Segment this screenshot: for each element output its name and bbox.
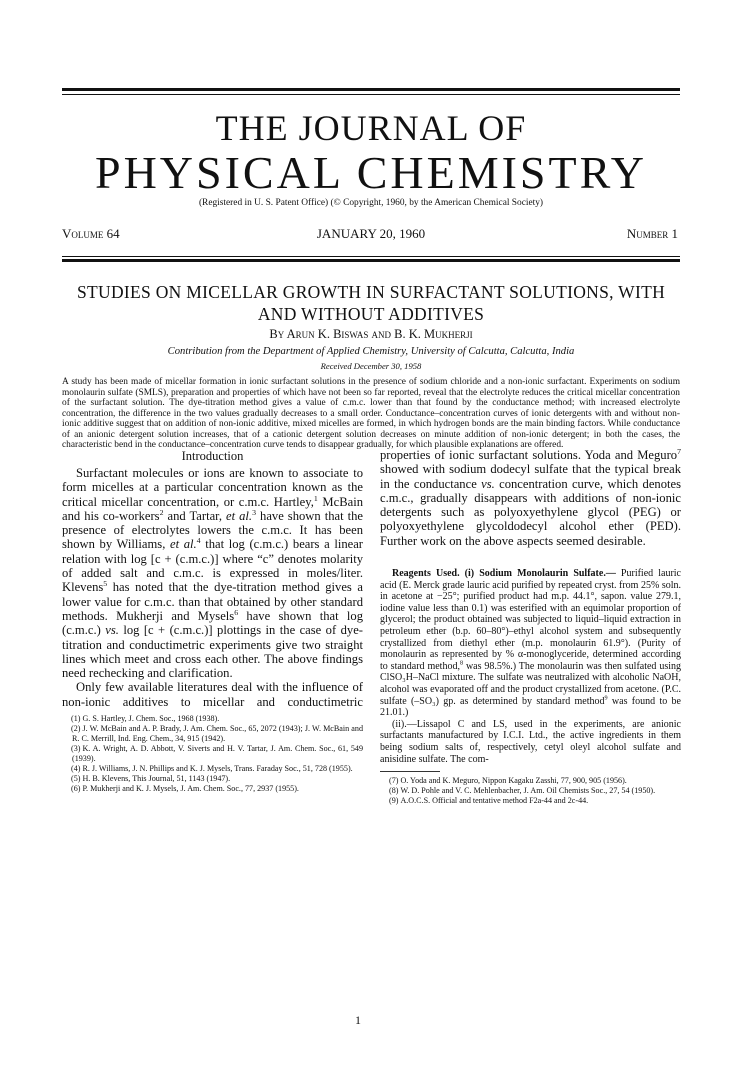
intro-text: Only few available literatures deal with the influence of non-ionic additives to micellar and conductimetric [62, 680, 363, 709]
footnote-divider [380, 771, 440, 772]
intro-italic: et al. [169, 537, 197, 552]
footnote-3 [62, 744, 363, 764]
intro-text: have shown that log (c.m.c.) [62, 608, 363, 638]
left-column [62, 448, 363, 794]
footnote-number: (3) [71, 744, 81, 754]
footnote-number: (9) [389, 796, 399, 806]
journal-title-line2: PHYSICAL CHEMISTRY [95, 147, 647, 198]
intro-text: concentration curve, which denotes c.m.c., gradually disappears with additions of non-ionic detergents such as polyoxyethylene glycol (PEG) or polyoxyethylene glycoldodecyl alcohol ether (PED). Further work on the above aspects seemed desirable. [380, 476, 681, 548]
footnote-number: (2) [71, 724, 81, 734]
footnote-7 [380, 776, 681, 786]
volume-label: Volume 64 [62, 226, 120, 241]
issue-number: Number 1 [626, 226, 678, 241]
ref-9: 9 [604, 694, 608, 702]
ref-5: 5 [103, 579, 108, 589]
ref-4: 4 [196, 536, 201, 546]
footnote-text: P. Mukherji and K. J. Mysels, J. Am. Chem. Soc., 77, 2937 (1955). [82, 784, 299, 794]
footnote-text: A.O.C.S. Official and tentative method F2a-44 and 2c-44. [400, 796, 589, 806]
article-title-line2: AND WITHOUT ADDITIVES [257, 304, 485, 324]
intro-text: Surfactant molecules or ions are known to associate to form micelles at a particular concentration known as the critical micellar concentration, or c.m.c. Hartley, [62, 466, 363, 509]
journal-title-line1: THE JOURNAL OF [215, 108, 527, 148]
intro-text: has noted that the dye-titration method gives a lower value for c.m.c. than that obtained by other standard methods. Mukherji and Mysels [62, 580, 363, 623]
intro-text: McBain and his co-workers [62, 494, 363, 523]
affiliation: Contribution from the Department of Applied Chemistry, University of Calcutta, Calcutta, India [167, 346, 575, 357]
masthead-rule-thin [62, 256, 680, 257]
footnote-4 [62, 764, 363, 774]
ref-8: 8 [459, 659, 464, 667]
article-title-line1: STUDIES ON MICELLAR GROWTH IN SURFACTANT SOLUTIONS, WITH [76, 282, 666, 302]
reagents-paragraph-1 [380, 568, 681, 719]
footnote-text: O. Yoda and K. Meguro, Nippon Kagaku Zasshi, 77, 900, 905 (1956). [400, 776, 627, 786]
footnote-text: J. W. McBain and A. P. Brady, J. Am. Chem. Soc., 65, 2072 (1943); J. W. McBain and R. C. Merrill, Ind. Eng. Chem., 34, 915 (1942). [72, 724, 363, 744]
intro-text: and Tartar, [163, 508, 227, 523]
footnotes-right [380, 776, 681, 806]
masthead-rule-thick [62, 259, 680, 262]
reagents-text: (ii).—Lissapol C and LS, used in the experiments, are anionic surfactants manufactured by I.C.I. Ltd., the active ingredients in them being sodium salts of, respectively, cetyl oleyl alcohol sulfate and anisidine sulfate. The com- [380, 718, 681, 765]
ref-6: 6 [234, 607, 239, 617]
footnotes-left [62, 714, 363, 794]
ref-7: 7 [677, 448, 681, 456]
intro-text: properties of ionic surfactant solutions. Yoda and Meguro [380, 448, 678, 462]
issue-date: JANUARY 20, 1960 [316, 226, 426, 241]
footnote-number: (8) [389, 786, 399, 796]
intro-text: that log (c.m.c.) bears a linear relation with log [c + (c.m.c.)] where “c” denotes molarity of added salt and c.m.c. is expressed in moles/liter. Klevens [62, 537, 363, 595]
footnote-number: (1) [71, 714, 81, 724]
intro-paragraph-1 [62, 466, 363, 680]
intro-paragraph-2-flow [380, 448, 681, 548]
footnote-8 [380, 786, 681, 796]
footnote-number: (7) [389, 776, 399, 786]
footnote-number: (4) [71, 764, 81, 774]
top-rule-thin [62, 94, 680, 95]
ref-3: 3 [252, 507, 256, 517]
reagents-text: was found to be 21.01.) [380, 695, 681, 719]
reagents-paragraph-2 [380, 719, 681, 765]
footnote-number: (5) [71, 774, 81, 784]
footnote-text: W. D. Pohle and V. C. Mehlenbacher, J. Am. Oil Chemists Soc., 27, 54 (1950). [400, 786, 656, 796]
intro-italic: vs. [105, 623, 119, 638]
abstract: A study has been made of micellar formation in ionic surfactant solutions in the presence of sodium chloride and a non-ionic surfactant. Experiments on sodium monolaurin sulfate (SMLS), preparation and properties of which have not been so far reported, reveal that the electrolyte reduces the critical micellar concentration of the surfactant solution. The dye-titration method gives a value of c.m.c. lower than that found by the conductance method; with increased electrolyte concentration, the difference in the two values gradually decreases to a small order. Conductance–concentration curves of ionic detergents with and without non-ionic additive suggest that on addition of non-ionic additive, mixed micelles are formed, in which hydrogen bonds are the main binding factors. While conductance of an anionic detergent solution increases, that of a cationic detergent solution decreases on minute addition of non-ionic detergent; in both the cases, the characteristic bend in the conductance–concentration curve tends to disappear gradually, for which plausible explanations are offered. [62, 377, 680, 450]
received-date: Received December 30, 1958 [320, 361, 422, 371]
footnote-6 [62, 784, 363, 794]
authors: By Arun K. Biswas and B. K. Mukherji [269, 327, 473, 341]
registration-notice: (Registered in U. S. Patent Office) (© Copyright, 1960, by the American Chemical Society) [198, 198, 544, 208]
intro-italic: vs. [481, 476, 495, 491]
intro-paragraph-2-start [62, 680, 363, 708]
footnote-text: H. B. Klevens, This Journal, 51, 1143 (1947). [82, 774, 231, 784]
footnote-text: R. J. Williams, J. N. Phillips and K. J. Mysels, Trans. Faraday Soc., 51, 728 (1955). [82, 764, 353, 774]
footnote-1 [62, 714, 363, 724]
footnote-5 [62, 774, 363, 784]
intro-italic: et al. [226, 508, 253, 523]
footnote-9 [380, 796, 681, 806]
ref-2: 2 [159, 507, 164, 517]
intro-text: log [c + (c.m.c.)] plottings in the case of dye-titration and conductimetric experiments give two straight lines which meet and cross each other. The above findings need rechecking and clarification. [62, 623, 363, 681]
footnote-number: (6) [71, 784, 81, 794]
reagents-text: was 98.5%.) The monolaurin was then sulfated using ClSO₃H–NaCl mixture. The sulfate was neutralized with alcoholic NaOH, alcohol was evaporated off and the product crystallized from acetone. (P.C. sulfate (–SO₃) gp. as determined by standard method [380, 660, 681, 707]
reagents-heading: Reagents Used. (i) Sodium Monolaurin Sulfate.— [392, 568, 616, 579]
top-rule-thick [62, 88, 680, 91]
right-column [380, 448, 681, 806]
intro-text: have shown that the presence of electrolytes lowers the c.m.c. It has been shown by Williams, [62, 508, 364, 552]
footnote-2 [62, 724, 363, 744]
footnote-text: K. A. Wright, A. D. Abbott, V. Siverts and H. V. Tartar, J. Am. Chem. Soc., 61, 549 (1939). [72, 744, 363, 764]
intro-text: showed with sodium dodecyl sulfate that the typical break in the conductance [380, 462, 681, 491]
introduction-heading: Introduction [181, 449, 244, 463]
ref-1: 1 [313, 493, 318, 503]
intro-paragraph-2-cont [380, 448, 681, 562]
reagents-text: Purified lauric acid (E. Merck grade lauric acid purified by repeated cryst. from 25% soln. in acetone at −25°; purified product had m.p. 44.1°, sapon. value 279.1, iodine value less than 0.1) was esterified with an equimolar proportion of glycerol; the product obtained was subjected to liquid–liquid extraction in petroleum ether (b.p. 60–80°)–ethyl alcohol system and subsequently crystallized from diethyl ether (m.p. monolaurin 61.9°). (Purity of monolaurin as represented by % α-monoglyceride, determined according to standard method, [380, 568, 681, 672]
page-number: 1 [355, 1013, 361, 1027]
footnote-text: G. S. Hartley, J. Chem. Soc., 1968 (1938). [82, 714, 220, 724]
